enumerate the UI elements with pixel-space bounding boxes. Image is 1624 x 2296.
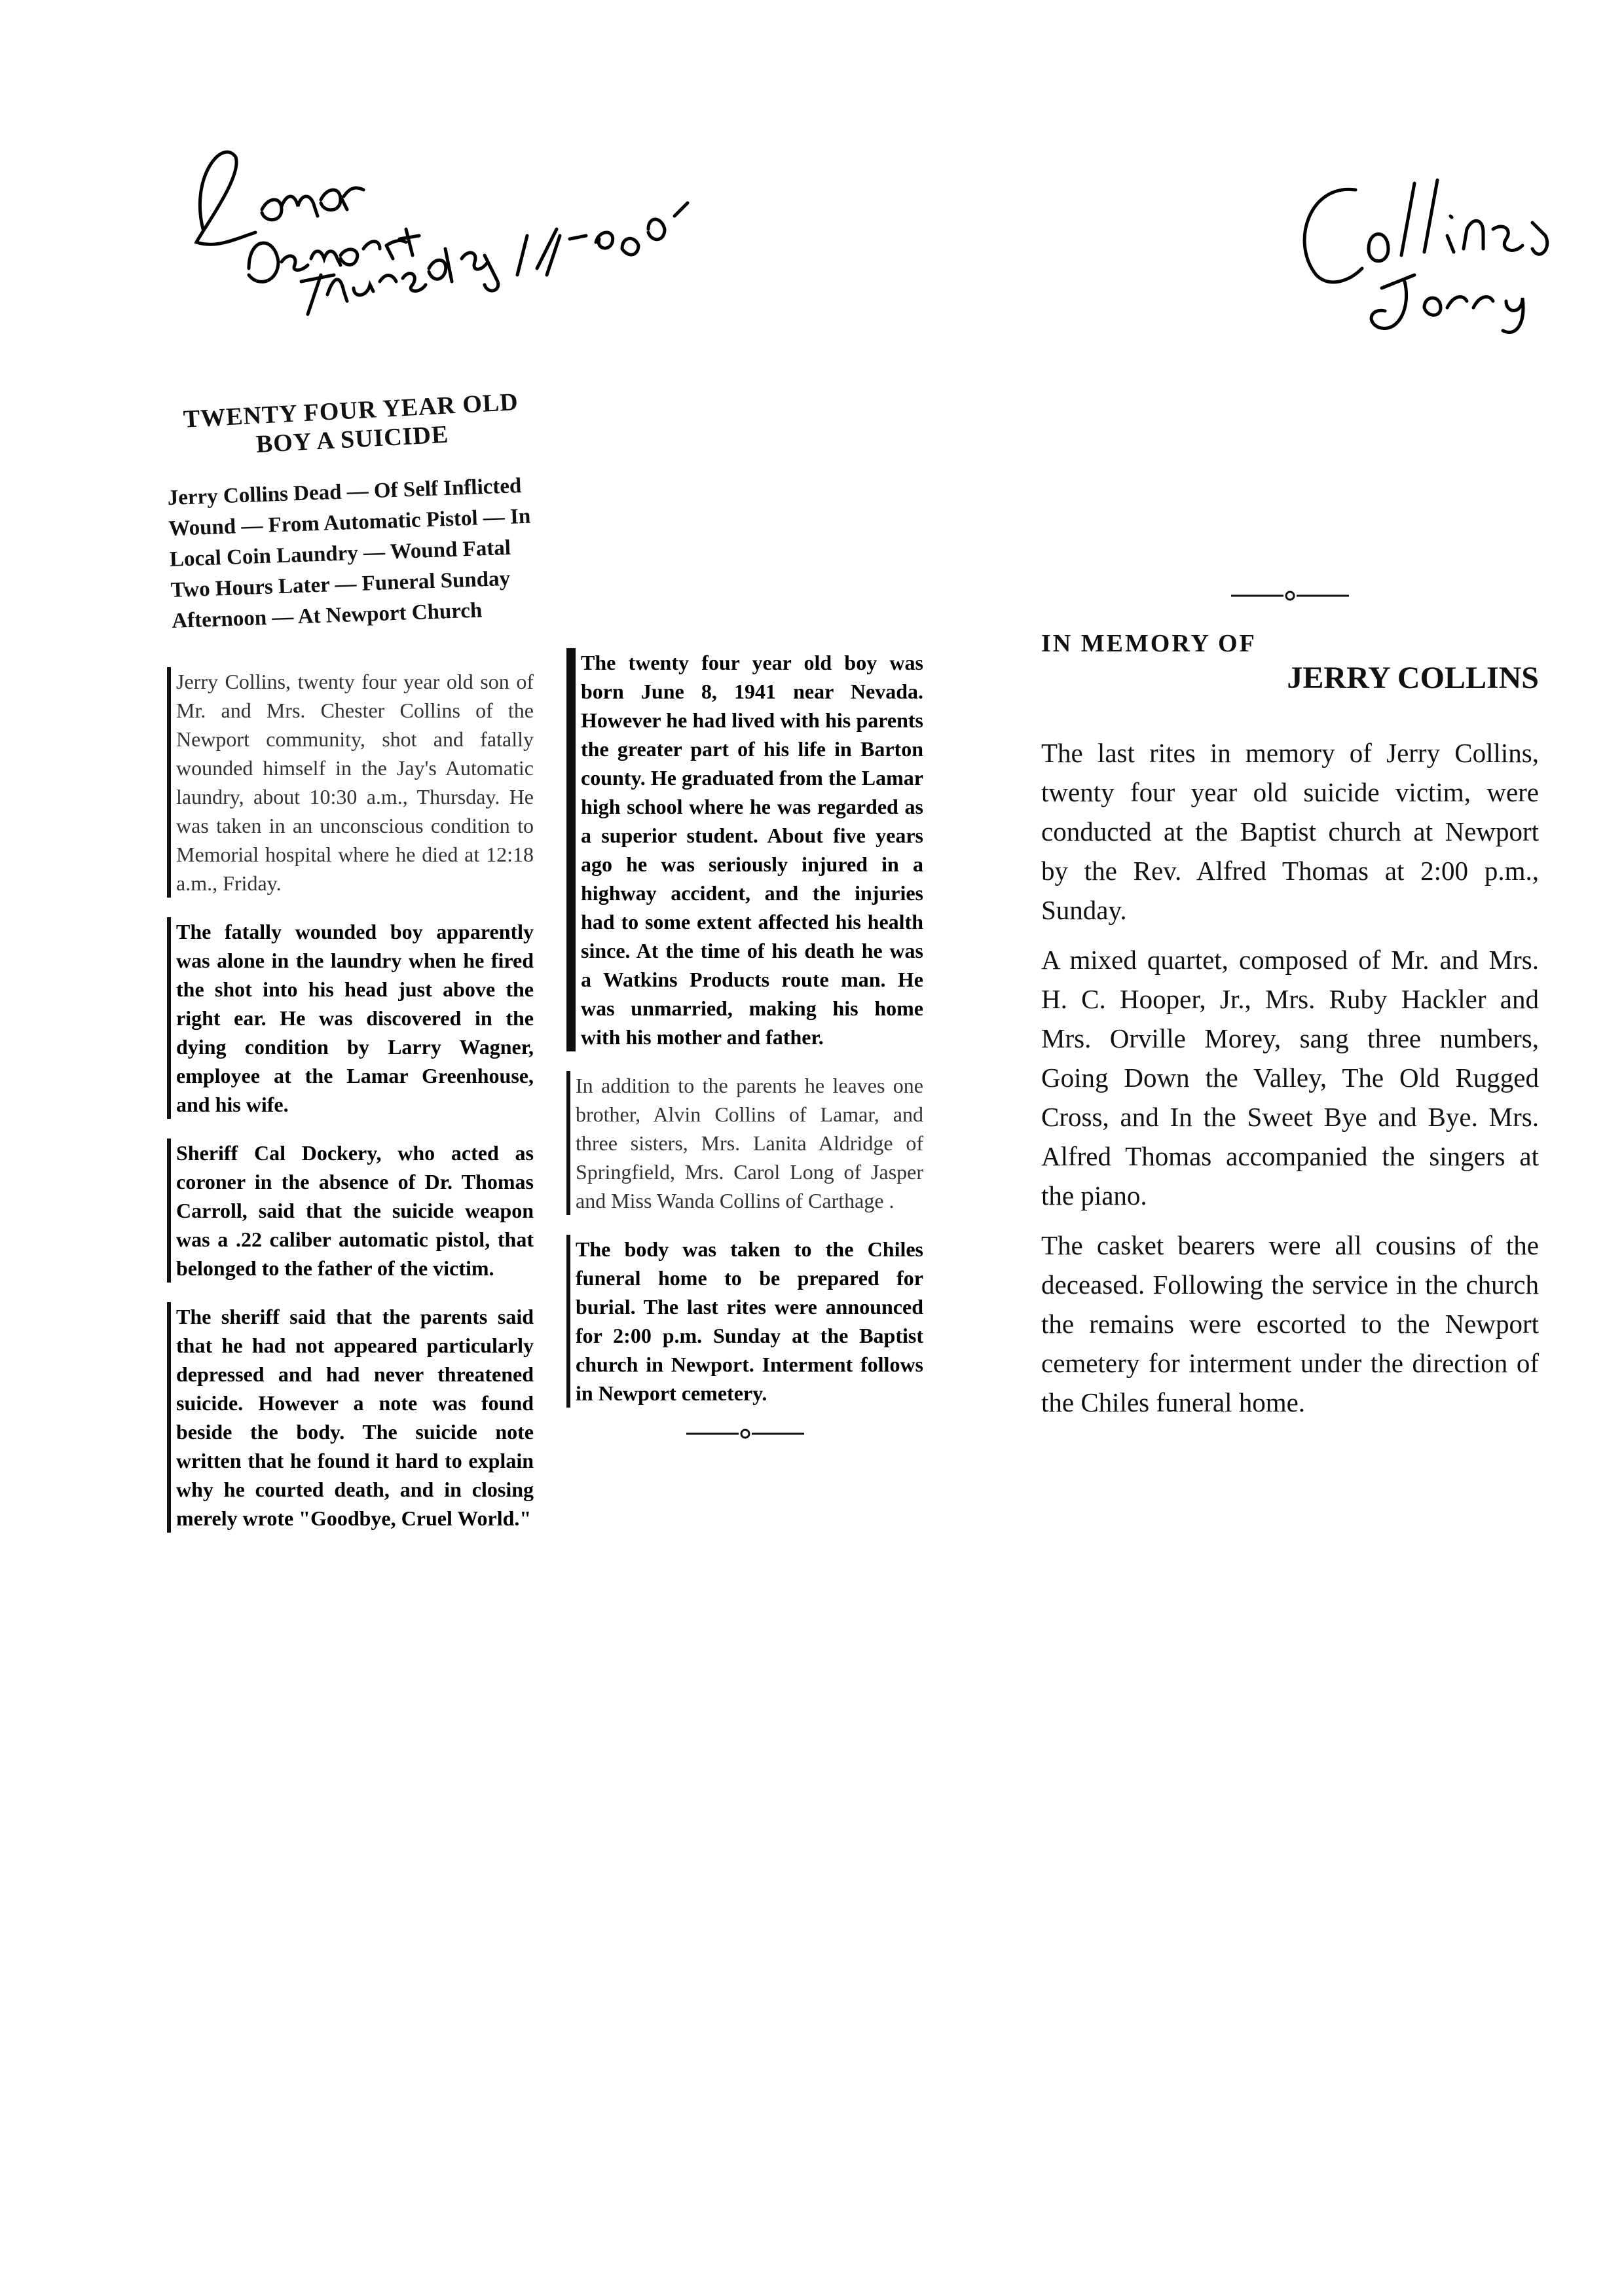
story-paragraph: The body was taken to the Chiles funeral home to be prepared for burial. The last rites were announced for 2:00 p.m. Sunday at the Baptist church in Newport. Interment follows in Newport cemetery. — [566, 1235, 923, 1408]
story-paragraph: Jerry Collins, twenty four year old son of Mr. and Mrs. Chester Collins of the Newport community, shot and fatally wounded himself in the Jay's Automatic laundry, about 10:30 a.m., Thursday. He was taken in an unconscious condition to Memorial hospital where he died at 12:18 a.m., Friday. — [167, 667, 534, 898]
handwritten-subject-note — [1283, 157, 1559, 354]
ornamental-divider — [686, 1427, 804, 1440]
memoriam-name: JERRY COLLINS — [1287, 661, 1539, 695]
story-paragraph: The fatally wounded boy apparently was alone in the laundry when he fired the shot into his head just above the right ear. He was discovered in the dying condition by Larry Wagner, employee at the Lamar Greenhouse, and his wife. — [167, 917, 534, 1119]
news-clipping-in-memory — [1041, 589, 1539, 1432]
story-paragraph: Sheriff Cal Dockery, who acted as coroner in the absence of Dr. Thomas Carroll, said that the suicide weapon was a .22 caliber automatic pistol, that belonged to the father of the victim. — [167, 1139, 534, 1283]
memoriam-paragraph: The last rites in memory of Jerry Collins, twenty four year old suicide victim, were conducted at the Baptist church at Newport by the Rev. Alfred Thomas at 2:00 p.m., Sunday. — [1041, 738, 1539, 925]
deck-subhead: Jerry Collins Dead — Of Self Inflicted Wound — From Automatic Pistol — In Local Coin Laundry — Wound Fatal Two Hours Later — Funeral Sunday Afternoon — At Newport Church — [167, 474, 531, 633]
handwriting-scribble — [177, 98, 701, 334]
memoriam-title: IN MEMORY OF — [1041, 630, 1257, 657]
story-paragraph: The sheriff said that the parents said that he had not appeared particularly depressed and had never threatened suicide. However a note was found beside the body. The suicide note written that he found it hard to explain why he courted death, and in closing merely wrote "Goodbye, Cruel World." — [167, 1302, 534, 1533]
memoriam-paragraph: The casket bearers were all cousins of the deceased. Following the service in the church the remains were escorted to the Newport cemetery for interment under the direction of the Chiles funeral home. — [1041, 1230, 1539, 1417]
memoriam-paragraph: A mixed quartet, composed of Mr. and Mrs. H. C. Hooper, Jr., Mrs. Ruby Hackler and Mrs. Orville Morey, sang three numbers, Going Down the Valley, The Old Rugged Cross, and In the Sweet Bye and Bye. Mrs. Alfred Thomas accompanied the singers at the piano. — [1041, 945, 1539, 1211]
ornamental-divider — [1231, 589, 1349, 602]
handwriting-scribble — [1283, 157, 1559, 354]
handwritten-publication-note — [177, 98, 701, 334]
news-clipping-continuation — [566, 648, 923, 1447]
headline: TWENTY FOUR YEAR OLD BOY A SUICIDE — [182, 388, 519, 458]
story-paragraph: In addition to the parents he leaves one brother, Alvin Collins of Lamar, and three sisters, Mrs. Lanita Aldridge of Springfield, Mrs. Carol Long of Jasper and Miss Wanda Collins of Carthage . — [566, 1071, 923, 1215]
news-clipping-main-story — [167, 388, 534, 1552]
story-paragraph: The twenty four year old boy was born June 8, 1941 near Nevada. However he had lived with his parents the greater part of his life in Barton county. He graduated from the Lamar high school where he was regarded as a superior student. About five years ago he was seriously injured in a highway accident, and the injuries had to some extent affected his health since. At the time of his death he was a Watkins Products route man. He was unmarried, making his home with his mother and father. — [566, 648, 923, 1051]
